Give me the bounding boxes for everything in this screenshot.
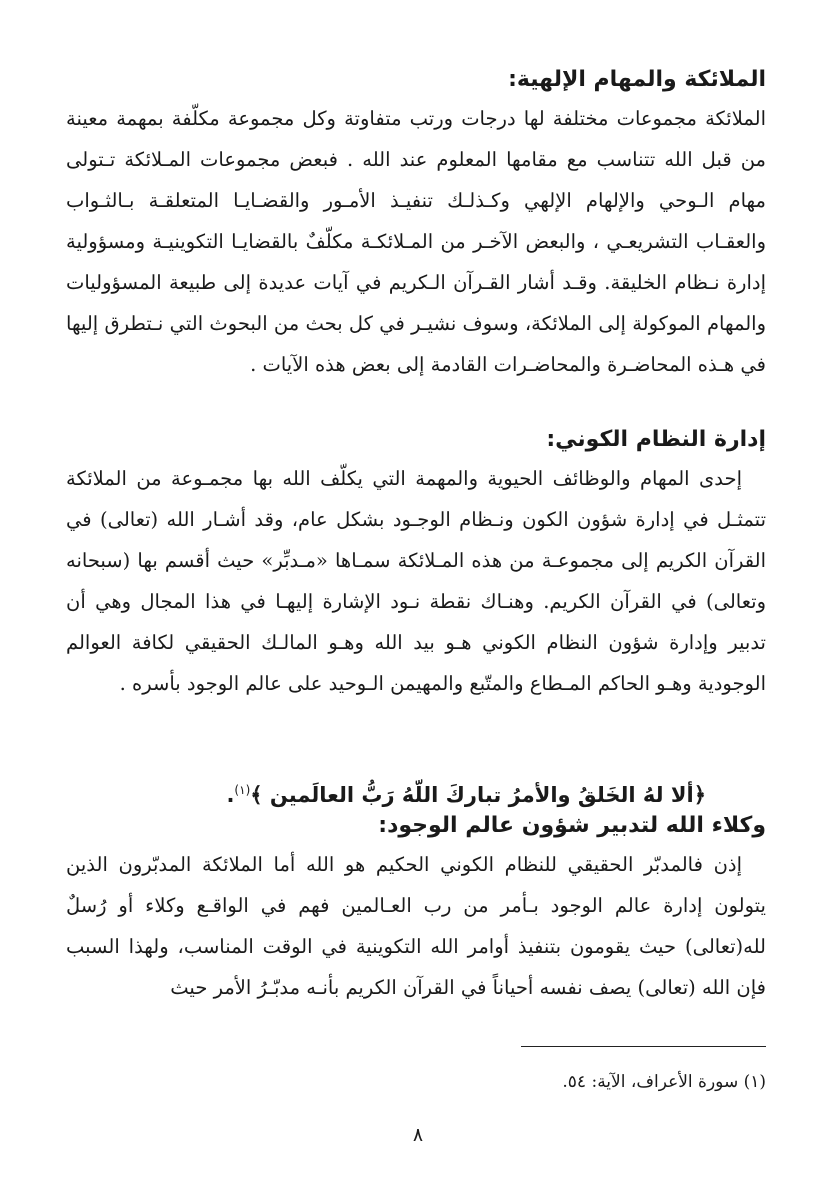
section-heading: إدارة النظام الكوني: bbox=[546, 427, 766, 452]
footnote-separator bbox=[521, 1046, 766, 1047]
footnote: (١) سورة الأعراف، الآية: ٥٤. bbox=[562, 1072, 766, 1092]
quran-verse bbox=[66, 772, 706, 813]
section-heading: وكلاء الله لتدبير شؤون عالم الوجود: bbox=[378, 813, 766, 838]
footnote-marker: (١) bbox=[234, 783, 251, 797]
verse-text: ﴿ألا لهُ الخَلقُ والأمرُ تباركَ اللّهُ رَبُّ العالَمين ﴾ bbox=[250, 783, 706, 807]
section-paragraph: إذن فالمدبّر الحقيقي للنظام الكوني الحكيم هو الله أما الملائكة المدبّرون الذين يتولون إدارة عالم الوجود بـأمر من رب العـالمين فهم في الواقـع وكلاء أو رُسلٌ لله(تعالى) حيث يقومون بتنفيذ أوامر الله التكوينية في الوقت المناسب، ولهذا السبب فإن الله (تعالى) يصف نفسه أحياناً في القرآن الكريم بأنـه مدبّـرُ الأمر حيث bbox=[66, 853, 766, 999]
section-angels-divine-tasks bbox=[66, 62, 766, 385]
page-number: ٨ bbox=[412, 1124, 424, 1146]
section-paragraph: إحدى المهام والوظائف الحيوية والمهمة التي يكلّف الله بها مجمـوعة من الملائكة تتمثـل في إدارة شؤون الكون ونـظام الوجـود بشكل عام، وقد أشـار الله (تعالى) في القرآن الكريم إلى مجموعـة من هذه المـلائكة سمـاها «مـدبِّر» حيث أقسم بها (سبحانه وتعالى) في القرآن الكريم. وهنـاك نقطة نـود الإشارة إليهـا في هذا المجال وهي أن تدبير وإدارة شؤون النظام الكوني هـو بيد الله وهـو المالـك الحقيقي لكافة العوالم الوجودية وهـو الحاكم المـطاع والمتّبع والمهيمن الـوحيد على عالم الوجود بأسره . bbox=[66, 467, 766, 695]
section-cosmic-order-management bbox=[66, 422, 766, 704]
section-agents-of-god bbox=[66, 808, 766, 1008]
verse-end: . bbox=[226, 783, 235, 807]
section-paragraph: الملائكة مجموعات مختلفة لها درجات ورتب متفاوتة وكل مجموعة مكلّفة بمهمة معينة من قبل الله تتناسب مع مقامها المعلوم عند الله . فبعض مجموعات المـلائكة تـتولى مهام الـوحي والإلهام الإلهي وكـذلـك تنفيـذ الأمـور والقضـايـا المتعلقـة بـالثـواب والعقـاب التشريعـي ، والبعض الآخـر من المـلائكـة مكلّفٌ بالقضايـا التكوينيـة ومسؤولية إدارة نـظام الخليقة. وقـد أشار القـرآن الـكريم في آيات عديدة إلى طبيعة المسؤوليات والمهام الموكولة إلى الملائكة، وسوف نشيـر في كل بحث من البحوث التي نـتطرق إليها في هـذه المحاضـرة والمحاضـرات القادمة إلى بعض هذه الآيات . bbox=[66, 107, 766, 376]
section-heading: الملائكة والمهام الإلهية: bbox=[508, 67, 766, 92]
